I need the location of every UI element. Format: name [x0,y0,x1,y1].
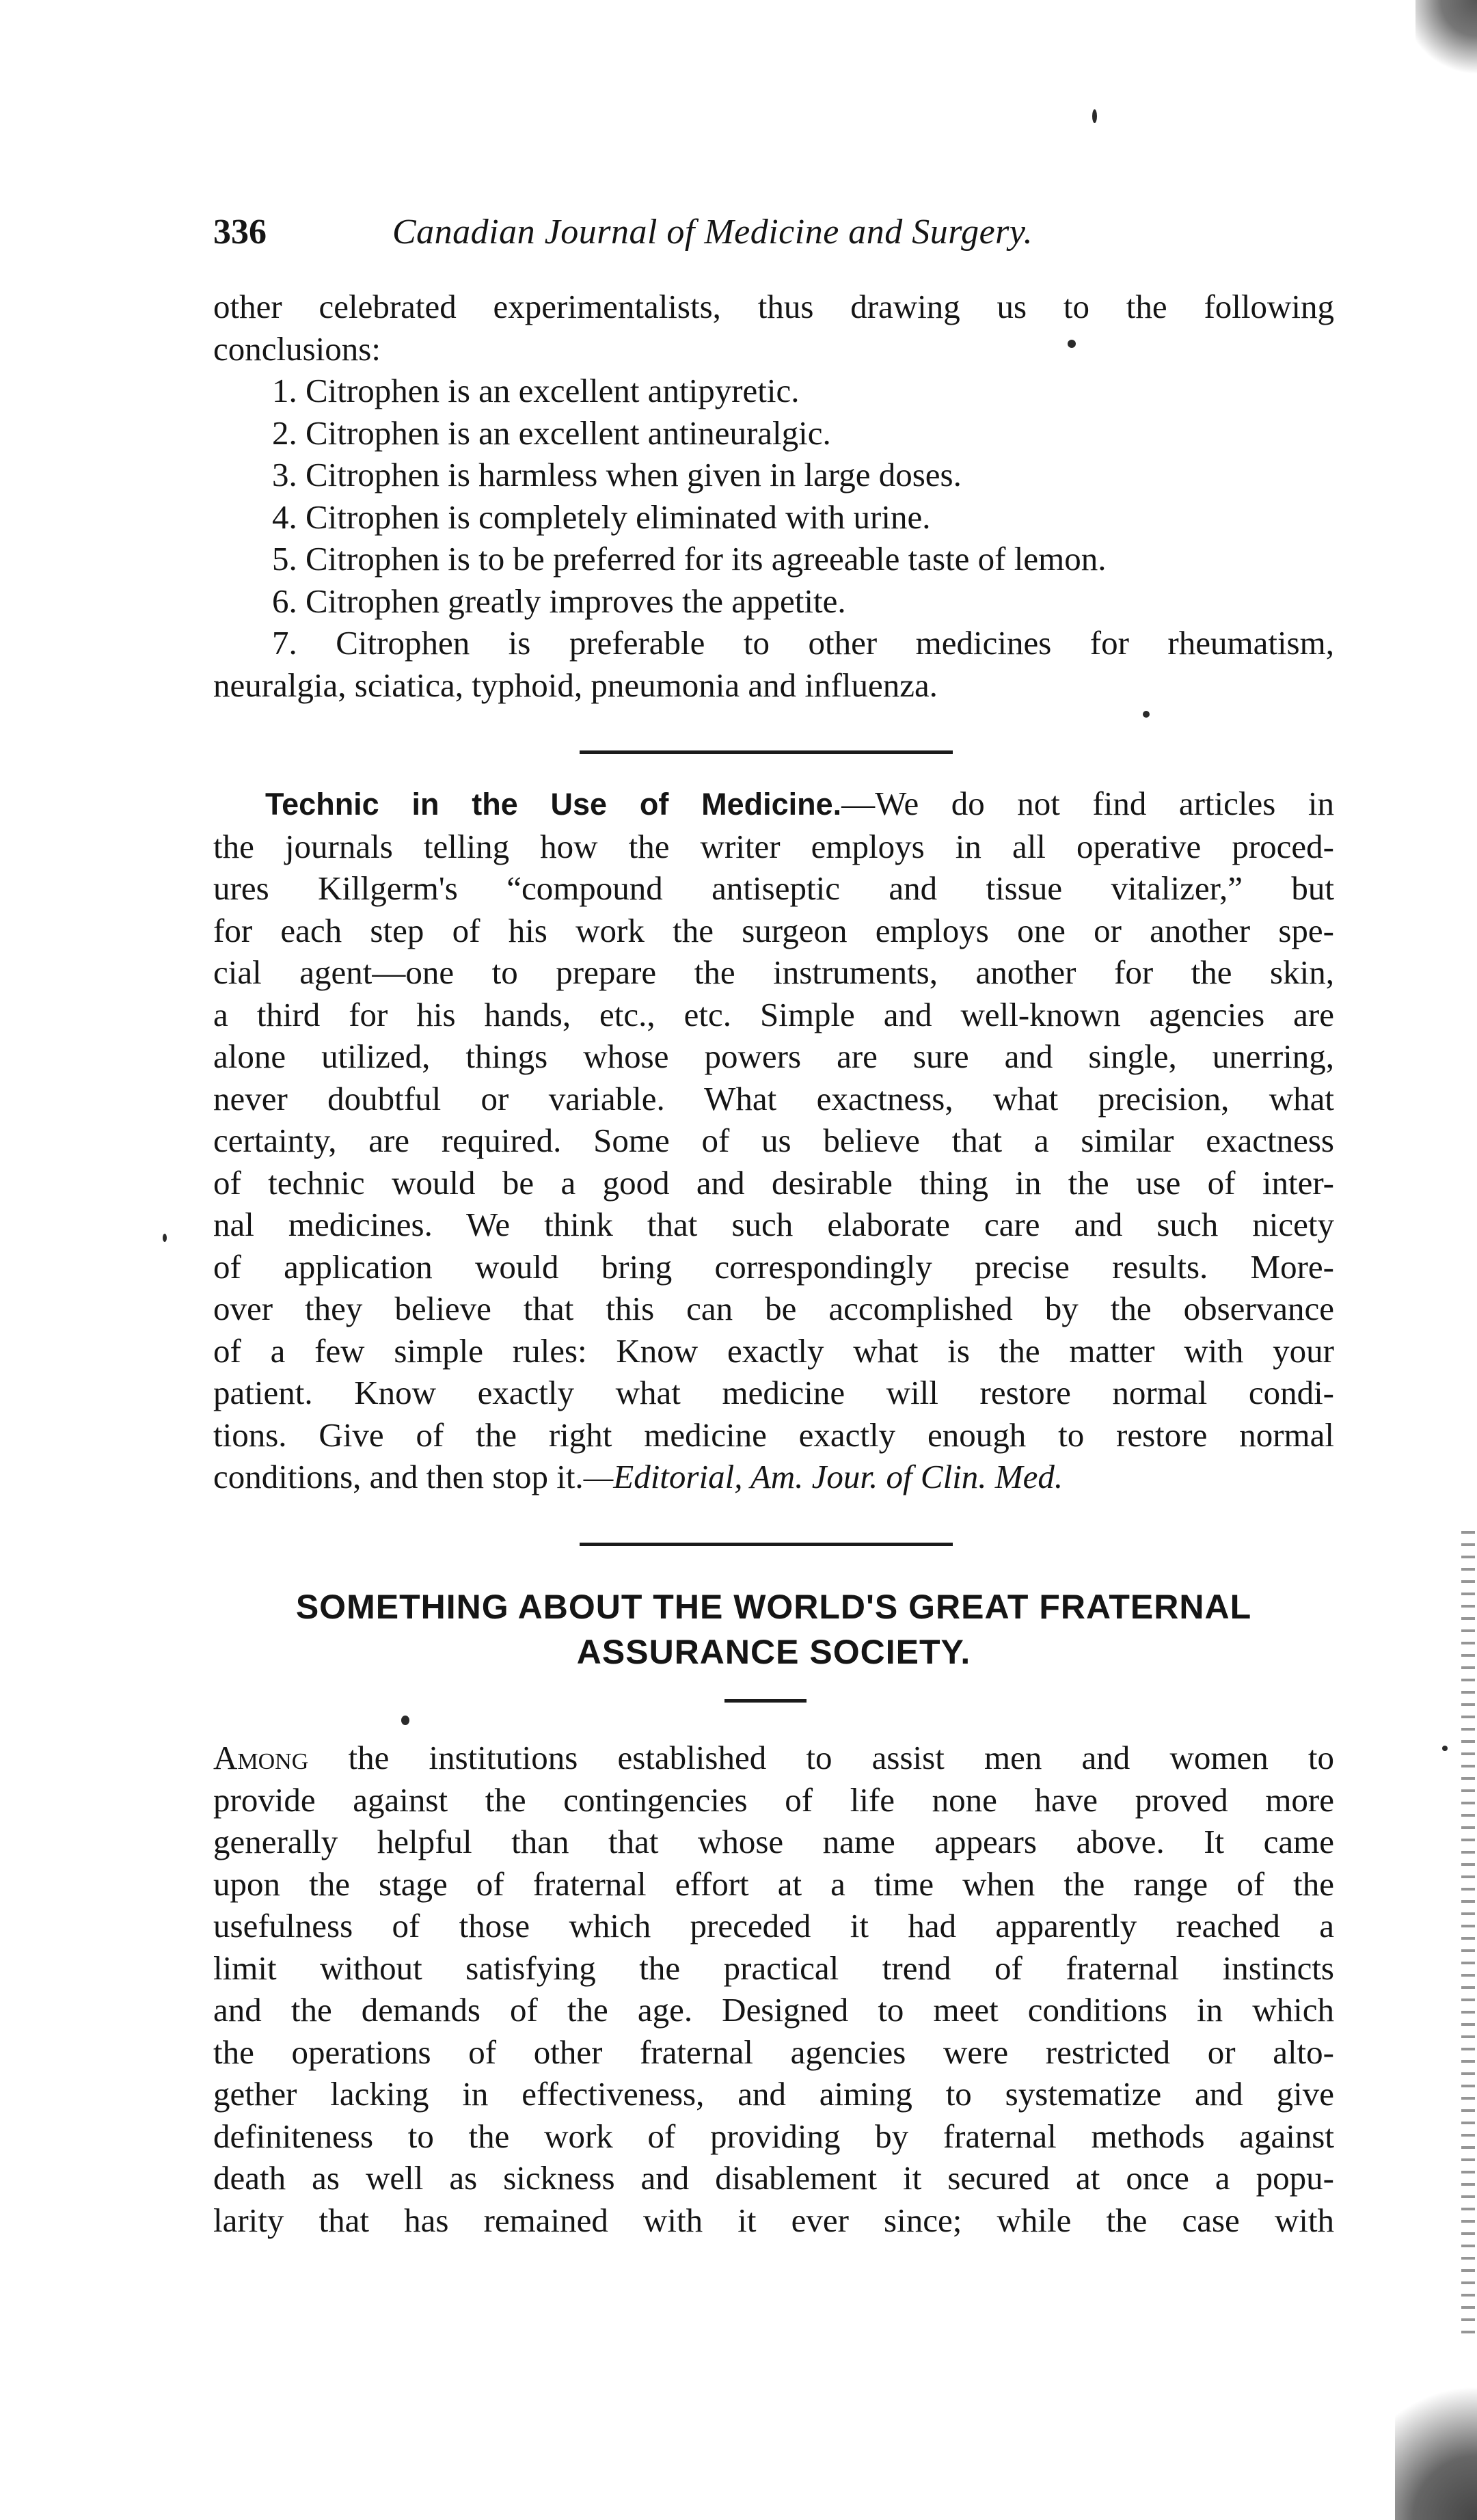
citrophen-conclusions-list [213,370,1334,706]
scan-speck [401,1716,409,1725]
section-title [213,1584,1334,1675]
scan-shadow-top-right [1415,0,1477,82]
text-line: death as well as sickness and disablement it secured at once a popu- [213,2159,1334,2197]
text-line: upon the stage of fraternal effort at a time when the range of the [213,1865,1334,1903]
section-divider [580,750,953,754]
text-line: for each step of his work the surgeon employs one or another spe- [213,911,1334,949]
list-item: 2. Citrophen is an excellent antineuralgic. [272,414,831,452]
text-line: over they believe that this can be accomplished by the observance [213,1290,1334,1327]
text-line: patient. Know exactly what medicine will restore normal condi- [213,1374,1334,1411]
article-first-line [213,783,1334,826]
text-line: and the demands of the age. Designed to meet conditions in which [213,1991,1334,2029]
scan-speck [1092,109,1097,123]
page-header [213,205,1238,260]
text-line: alone utilized, things whose powers are sure and single, unerring, [213,1038,1334,1075]
scan-speck [1442,1746,1448,1751]
text-line: never doubtful or variable. What exactness, what precision, what [213,1079,1334,1117]
list-item: 7. Citrophen is preferable to other medicines for rheumatism, [272,624,1334,662]
text-line: cial agent—one to prepare the instruments, another for the skin, [213,953,1334,991]
text-line: of a few simple rules: Know exactly what is the matter with your [213,1331,1334,1370]
text-line: a third for his hands, etc., etc. Simple and well-known agencies are [213,995,1334,1033]
list-item: 5. Citrophen is to be preferred for its agreeable taste of lemon. [272,540,1107,578]
page-number: 336 [213,213,267,252]
text-line: conclusions: [213,329,381,368]
text-line: tions. Give of the right medicine exactly enough to restore normal [213,1415,1334,1454]
text-line: ures Killgerm's “compound antiseptic and tissue vitalizer,” but [213,869,1334,907]
text-line: provide against the contingencies of life none have proved more [213,1780,1334,1819]
scan-edge-right [1461,1531,1475,2338]
scan-speck [1143,711,1150,718]
section-title-line: ASSURANCE SOCIETY. [576,1633,971,1671]
text-line: other celebrated experimentalists, thus drawing us to the following [213,288,1334,325]
list-item: 6. Citrophen greatly improves the appetite. [272,582,846,620]
text-fragment: conditions, and then stop it. [213,1458,584,1495]
list-item: 4. Citrophen is completely eliminated with urine. [272,498,931,536]
section-title-line: SOMETHING ABOUT THE WORLD'S GREAT FRATERNAL [295,1588,1252,1626]
article-last-line [213,1456,1334,1498]
title-underline [724,1699,807,1703]
list-item-continuation: neuralgia, sciatica, typhoid, pneumonia and influenza. [213,666,938,704]
text-fragment: —We do not find articles in [841,785,1334,822]
text-line: certainty, are required. Some of us believe that a similar exactness [213,1122,1334,1159]
section-divider [580,1543,953,1546]
text-line: limit without satisfying the practical trend of fraternal instincts [213,1949,1334,1987]
list-item: 1. Citrophen is an excellent antipyretic. [272,372,800,409]
text-fragment: the institutions established to assist men and women to [308,1739,1334,1776]
text-line: of application would bring correspondingly precise results. More- [213,1247,1334,1286]
citrophen-intro [213,286,1334,370]
text-line: gether lacking in effectiveness, and aiming to systematize and give [213,2075,1334,2113]
technic-article [213,783,1334,1498]
text-line: usefulness of those which preceded it had apparently reached a [213,1907,1334,1945]
text-line: the journals telling how the writer employs in all operative proced- [213,827,1334,865]
article-heading: Technic in the Use of Medicine. [265,787,842,822]
text-line: of technic would be a good and desirable thing in the use of inter- [213,1163,1334,1202]
list-item: 3. Citrophen is harmless when given in large doses. [272,456,962,493]
text-line: definiteness to the work of providing by fraternal methods against [213,2117,1334,2155]
text-line: nal medicines. We think that such elaborate care and such nicety [213,1206,1334,1243]
lead-word: Among [213,1739,309,1776]
fraternal-article [213,1737,1334,2241]
article-first-line [213,1737,1334,1779]
text-line: larity that has remained with it ever since; while the case with [213,2201,1334,2239]
text-line: generally helpful than that whose name appears above. It came [213,1823,1334,1860]
scan-speck [163,1234,167,1242]
running-title: Canadian Journal of Medicine and Surgery. [392,213,1033,252]
article-citation: —Editorial, Am. Jour. of Clin. Med. [583,1458,1063,1495]
scan-shadow-bottom-right [1395,2363,1477,2520]
text-line: the operations of other fraternal agencies were restricted or alto- [213,2033,1334,2071]
